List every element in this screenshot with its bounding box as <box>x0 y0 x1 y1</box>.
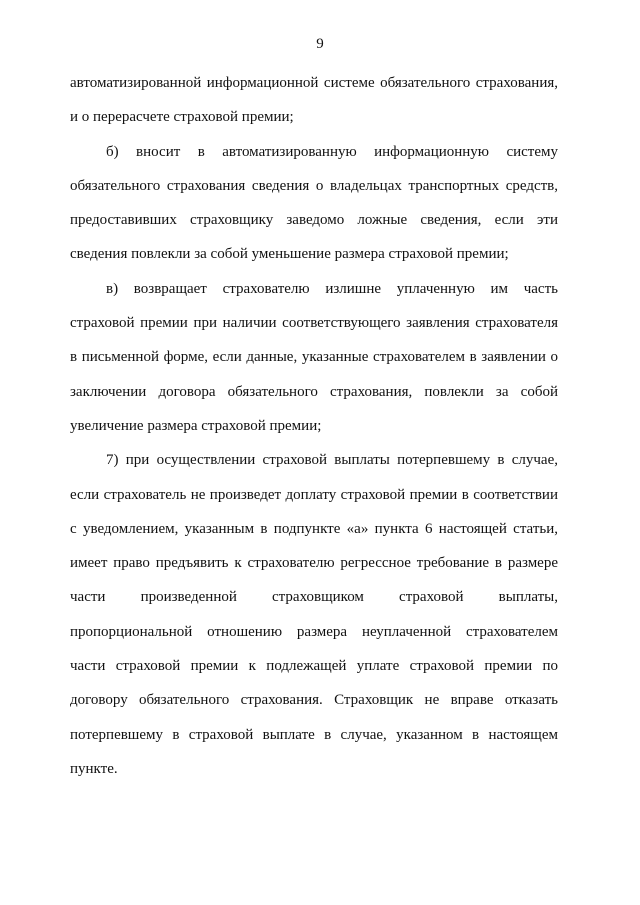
text-line: в письменной форме, если данные, указанные страхователем в заявлении о <box>70 349 558 366</box>
text-line: б) вносит в автоматизированную информационную систему <box>106 143 558 160</box>
text-line: части страховой премии к подлежащей уплате страховой премии по <box>70 658 558 675</box>
page-number: 9 <box>316 36 324 52</box>
text-line: обязательного страхования сведения о владельцах транспортных средств, <box>70 177 558 194</box>
text-line: увеличение размера страховой премии; <box>70 417 322 434</box>
text-line: потерпевшему в страховой выплате в случае, указанном в настоящем <box>70 726 558 743</box>
text-line: страховой премии при наличии соответствующего заявления страхователя <box>70 315 558 332</box>
text-line: 7) при осуществлении страховой выплаты потерпевшему в случае, <box>106 452 558 469</box>
text-line: пропорциональной отношению размера неуплаченной страхователем <box>70 623 558 640</box>
text-line: имеет право предъявить к страхователю регрессное требование в размере <box>70 555 558 572</box>
text-line: если страхователь не произведет доплату страховой премии в соответствии <box>70 486 558 503</box>
text-line: договору обязательного страхования. Страховщик не вправе отказать <box>70 692 558 709</box>
text-line: с уведомлением, указанным в подпункте «а» пункта 6 настоящей статьи, <box>70 520 558 537</box>
text-line: заключении договора обязательного страхования, повлекли за собой <box>70 383 558 400</box>
text-line: в) возвращает страхователю излишне уплаченную им часть <box>106 280 558 297</box>
document-body <box>70 73 558 793</box>
text-line: предоставивших страховщику заведомо ложные сведения, если эти <box>70 212 558 229</box>
text-line: автоматизированной информационной системе обязательного страхования, <box>70 75 558 91</box>
text-line: сведения повлекли за собой уменьшение размера страховой премии; <box>70 246 509 263</box>
text-line: и о перерасчете страховой премии; <box>70 109 294 126</box>
text-line: пункте. <box>70 760 118 777</box>
text-line: части произведенной страховщиком страховой выплаты, <box>70 589 558 606</box>
